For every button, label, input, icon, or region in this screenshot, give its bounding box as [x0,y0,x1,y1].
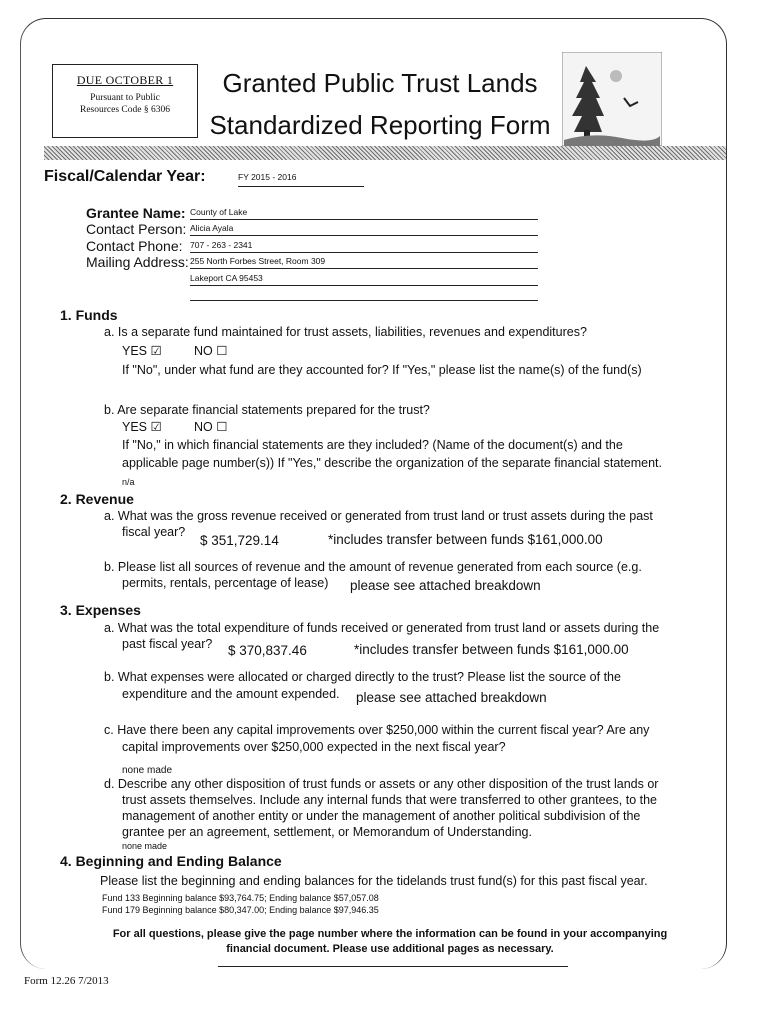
expenses-question-c-1: c. Have there been any capital improvements over $250,000 within the current fiscal year? Are any [104,723,650,737]
expenses-d-answer[interactable]: none made [122,841,168,851]
expenses-question-d-1: d. Describe any other disposition of trust funds or assets or any other disposition of the trust lands or [104,777,659,791]
funds-heading: 1. Funds [60,307,118,323]
revenue-question-a-1: a. What was the gross revenue received or generated from trust land or trust assets during the past [104,509,653,523]
funds-b-followup-2: applicable page number(s)) If "Yes," describe the organization of the separate financial statement. [122,456,662,470]
funds-b-no-checkbox[interactable]: NO ☐ [194,420,228,434]
funds-b-yes-checkbox[interactable]: YES ☑ [122,420,162,434]
revenue-amount[interactable]: $ 351,729.14 [200,533,279,548]
contact-phone-field[interactable]: 707 - 263 - 2341 [190,240,538,253]
mailing-address-label: Mailing Address: [86,254,189,270]
expenses-note: *includes transfer between funds $161,000.00 [354,642,629,657]
revenue-question-a-2: fiscal year? [122,525,186,539]
expenses-question-c-2: capital improvements over $250,000 expected in the next fiscal year? [122,740,506,754]
expenses-question-d-4: grantee per an agreement, settlement, or Memorandum of Understanding. [122,825,532,839]
expenses-question-b-1: b. What expenses were allocated or charged directly to the trust? Please list the source of the [104,670,621,684]
revenue-sources-answer[interactable]: please see attached breakdown [350,578,541,593]
due-date-box [52,64,198,138]
hatched-divider [44,146,726,160]
tree-logo-icon [562,52,662,146]
balance-line-1[interactable]: Fund 133 Beginning balance $93,764.75; Ending balance $57,057.08 [102,893,379,903]
funds-a-no-checkbox[interactable]: NO ☐ [194,344,228,358]
balance-heading: 4. Beginning and Ending Balance [60,853,282,869]
contact-person-field[interactable]: Alicia Ayala [190,223,538,236]
expenses-breakdown-answer[interactable]: please see attached breakdown [356,690,547,705]
footer-note-1: For all questions, please give the page number where the information can be found in your accompanying [112,928,668,940]
funds-question-a: a. Is a separate fund maintained for trust assets, liabilities, revenues and expenditures? [104,325,587,339]
grantee-name-label: Grantee Name: [86,205,186,221]
balance-line-2[interactable]: Fund 179 Beginning balance $80,347.00; Ending balance $97,946.35 [102,905,379,915]
form-title-line-1: Granted Public Trust Lands [222,68,538,98]
contact-phone-label: Contact Phone: [86,238,183,254]
expenses-question-d-2: trust assets themselves. Include any internal funds that were transferred to other grantees, to the [122,793,658,807]
footer-note-2: financial document. Please use additional pages as necessary. [226,943,554,955]
revenue-question-b-2: permits, rentals, percentage of lease) [122,576,329,590]
expenses-c-answer[interactable]: none made [122,765,173,776]
grantee-name-field[interactable]: County of Lake [190,207,538,220]
mailing-address-line-1[interactable]: 255 North Forbes Street, Room 309 [190,256,538,269]
funds-question-b: b. Are separate financial statements prepared for the trust? [104,403,430,417]
funds-b-followup-1: If "No," in which financial statements are they included? (Name of the document(s) and the [122,438,623,452]
due-date-label: DUE OCTOBER 1 [76,73,174,87]
form-id: Form 12.26 7/2013 [24,975,109,987]
revenue-heading: 2. Revenue [60,491,134,507]
revenue-note: *includes transfer between funds $161,000.00 [328,532,603,547]
expenses-question-a-1: a. What was the total expenditure of funds received or generated from trust land or assets during the [104,621,660,635]
expenses-heading: 3. Expenses [60,602,141,618]
pursuant-line-2: Resources Code § 6306 [80,105,170,115]
fiscal-year-label: Fiscal/Calendar Year: [44,168,206,185]
fiscal-year-field[interactable]: FY 2015 - 2016 [238,172,364,187]
expenses-question-d-3: management of another entity or under the management of another political subdivision of the [122,809,641,823]
pursuant-line-1: Pursuant to Public [90,93,160,103]
mailing-address-line-3[interactable] [190,290,538,301]
funds-b-answer[interactable]: n/a [122,477,135,487]
expenses-question-a-2: past fiscal year? [122,637,213,651]
form-title-line-2: Standardized Reporting Form [209,110,551,140]
footer-rule [218,966,568,967]
expenses-amount[interactable]: $ 370,837.46 [228,643,307,658]
funds-a-yes-checkbox[interactable]: YES ☑ [122,344,162,358]
balance-question: Please list the beginning and ending balances for the tidelands trust fund(s) for this past fiscal year. [100,874,648,888]
funds-a-followup: If "No", under what fund are they accounted for? If "Yes," please list the name(s) of the fund(s) [122,363,642,377]
mailing-address-line-2[interactable]: Lakeport CA 95453 [190,273,538,286]
revenue-question-b-1: b. Please list all sources of revenue and the amount of revenue generated from each source (e.g. [104,560,642,574]
expenses-question-b-2: expenditure and the amount expended. [122,687,340,701]
contact-person-label: Contact Person: [86,221,187,237]
